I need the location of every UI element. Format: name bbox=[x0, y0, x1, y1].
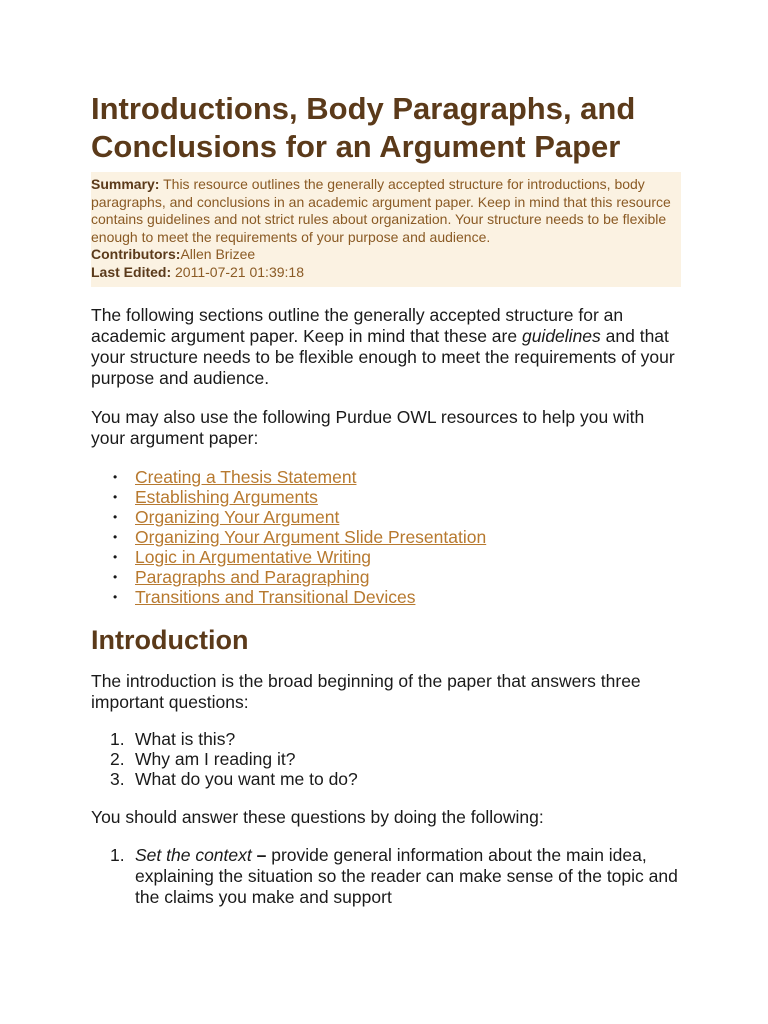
list-item bbox=[135, 467, 681, 487]
contributors-value: Allen Brizee bbox=[180, 246, 256, 262]
steps-list bbox=[91, 845, 681, 908]
summary-label: Summary: bbox=[91, 176, 160, 192]
link-creating-thesis[interactable]: Creating a Thesis Statement bbox=[135, 467, 357, 487]
summary-text: This resource outlines the generally accepted structure for introductions, body paragraphs, and conclusions in an academic argument paper. Keep in mind that this resource contains guidelines and not strict rules about organization. Your structure needs to be flexible enough to meet the requirements of your purpose and audience. bbox=[91, 176, 671, 245]
link-transitions-devices[interactable]: Transitions and Transitional Devices bbox=[135, 587, 416, 607]
last-edited-value: 2011-07-21 01:39:18 bbox=[175, 263, 304, 280]
list-item bbox=[135, 527, 681, 547]
list-item bbox=[135, 587, 681, 607]
resource-links-list bbox=[91, 467, 681, 607]
last-edited-label: Last Edited: bbox=[91, 263, 172, 280]
introduction-paragraph: The introduction is the broad beginning of the paper that answers three important questions: bbox=[91, 671, 641, 712]
question-text: What is this? bbox=[135, 729, 236, 749]
intro-paragraph bbox=[91, 305, 681, 389]
list-item bbox=[135, 507, 681, 527]
section-heading-introduction: Introduction bbox=[91, 625, 249, 655]
list-item bbox=[135, 487, 681, 507]
link-organizing-argument[interactable]: Organizing Your Argument bbox=[135, 507, 340, 527]
link-paragraphs-paragraphing[interactable]: Paragraphs and Paragraphing bbox=[135, 567, 370, 587]
answer-paragraph: You should answer these questions by doing the following: bbox=[91, 807, 544, 827]
list-item bbox=[135, 547, 681, 567]
list-item bbox=[110, 845, 681, 908]
link-organizing-slide-presentation[interactable]: Organizing Your Argument Slide Presentation bbox=[135, 527, 487, 547]
list-item bbox=[110, 769, 681, 789]
summary bbox=[91, 176, 679, 246]
summary-box bbox=[91, 172, 681, 287]
intro-paragraph-emphasis: guidelines bbox=[521, 326, 601, 346]
questions-list bbox=[91, 729, 681, 789]
step-text: provide general information about the main idea, explaining the situation so the reader can make sense of the topic and the claims you make and support bbox=[135, 845, 678, 907]
list-item bbox=[110, 749, 681, 769]
contributors-label: Contributors: bbox=[91, 246, 181, 262]
last-edited bbox=[91, 264, 679, 282]
list-number: 2. bbox=[110, 749, 125, 769]
list-number: 3. bbox=[110, 769, 125, 789]
link-establishing-arguments[interactable]: Establishing Arguments bbox=[135, 487, 318, 507]
list-item bbox=[110, 729, 681, 749]
list-item bbox=[135, 567, 681, 587]
list-number: 1. bbox=[110, 845, 125, 865]
question-text: Why am I reading it? bbox=[135, 749, 296, 769]
page-title: Introductions, Body Paragraphs, and Conclusions for an Argument Paper bbox=[91, 91, 636, 164]
contributors bbox=[91, 246, 679, 264]
link-logic-argumentative-writing[interactable]: Logic in Argumentative Writing bbox=[135, 547, 372, 567]
intro-paragraph-after: and that your structure needs to be flexible enough to meet the requirements of your purpose and audience. bbox=[91, 326, 675, 388]
question-text: What do you want me to do? bbox=[135, 769, 358, 789]
intro-paragraph-before: The following sections outline the generally accepted structure for an academic argument paper. Keep in mind that these are bbox=[91, 305, 624, 346]
resources-paragraph: You may also use the following Purdue OWL resources to help you with your argument paper: bbox=[91, 407, 645, 448]
step-term: Set the context bbox=[135, 845, 252, 865]
document-page bbox=[91, 90, 681, 908]
list-number: 1. bbox=[110, 729, 125, 749]
step-dash: – bbox=[251, 845, 272, 865]
